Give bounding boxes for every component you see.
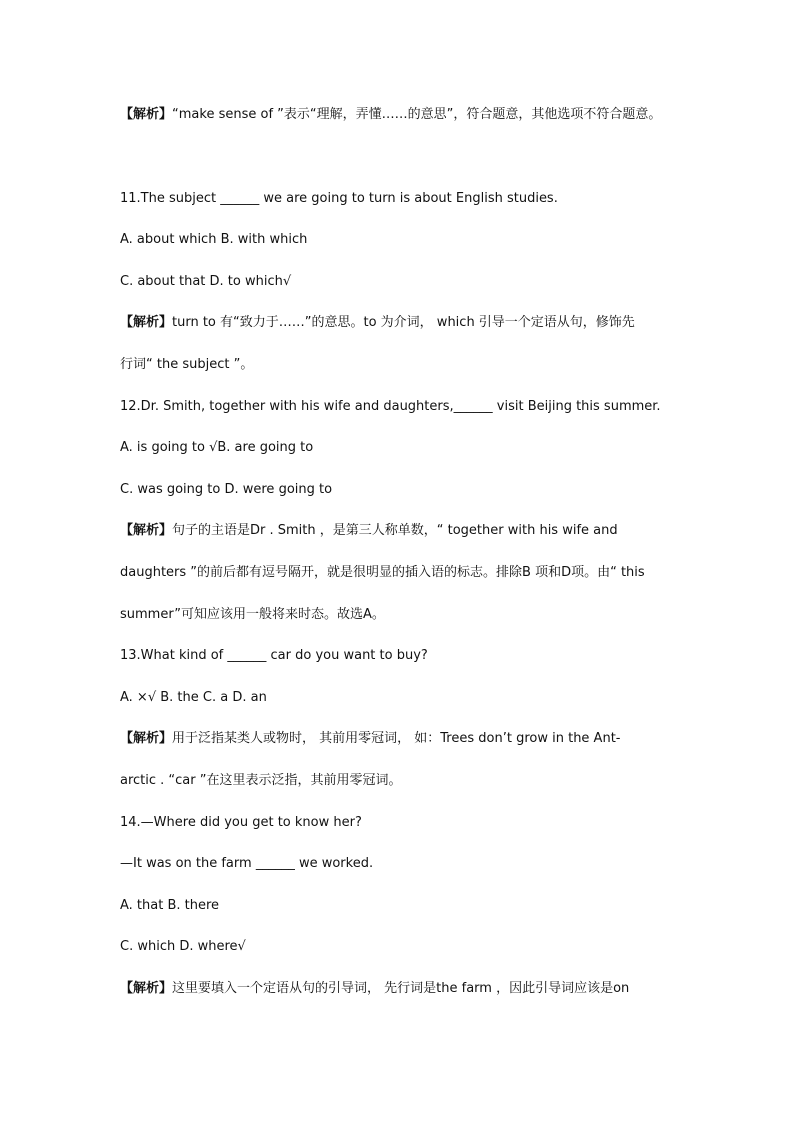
analysis-paragraph-q10	[120, 106, 661, 124]
question-12-stem: 12.Dr. Smith, together with his wife and daughters,______ visit Beijing this summer.	[120, 399, 661, 414]
analysis-text-continued: daughters ”的前后都有逗号隔开，就是很明显的插入语的标志。排除B 项和D项。由“ this	[120, 565, 645, 580]
question-14-stem: 14.—Where did you get to know her?	[120, 815, 362, 830]
question-11-options-ab: A. about which B. with which	[120, 232, 308, 247]
question-11-options-cd: C. about that D. to which√	[120, 274, 292, 289]
analysis-paragraph-q12	[120, 522, 618, 540]
analysis-text: turn to 有“致力于……”的意思。to 为介词， which 引导一个定语从句，修饰先	[172, 315, 635, 330]
analysis-text: 这里要填入一个定语从句的引导词， 先行词是the farm ，因此引导词应该是on	[172, 981, 630, 996]
analysis-text-continued: arctic . “car ”在这里表示泛指，其前用零冠词。	[120, 773, 402, 788]
analysis-paragraph-q14	[120, 980, 629, 998]
analysis-tag: 【解析】	[120, 731, 173, 746]
question-14-options-ab: A. that B. there	[120, 898, 220, 913]
analysis-text: 句子的主语是Dr . Smith ，是第三人称单数，“ together with his wife and	[172, 523, 618, 538]
question-12-options-ab: A. is going to √B. are going to	[120, 440, 314, 455]
analysis-text-continued: 行词“ the subject ”。	[120, 357, 254, 372]
question-13-options: A. ×√ B. the C. a D. an	[120, 690, 267, 705]
question-11-stem: 11.The subject ______ we are going to turn is about English studies.	[120, 191, 558, 206]
question-14-options-cd: C. which D. where√	[120, 939, 246, 954]
analysis-tag: 【解析】	[120, 523, 173, 538]
analysis-text: “make sense of ”表示“理解，弄懂……的意思”，符合题意，其他选项不符合题意。	[172, 107, 662, 122]
question-14-response: —It was on the farm ______ we worked.	[120, 856, 374, 871]
question-12-options-cd: C. was going to D. were going to	[120, 482, 333, 497]
analysis-tag: 【解析】	[120, 981, 173, 996]
analysis-paragraph-q13	[120, 730, 620, 748]
analysis-tag: 【解析】	[120, 315, 173, 330]
analysis-paragraph-q11	[120, 314, 635, 332]
analysis-text-continued: summer”可知应该用一般将来时态。故选A。	[120, 607, 385, 622]
analysis-tag: 【解析】	[120, 107, 173, 122]
question-13-stem: 13.What kind of ______ car do you want to buy?	[120, 648, 428, 663]
analysis-text: 用于泛指某类人或物时， 其前用零冠词， 如：Trees don’t grow in the Ant-	[172, 731, 621, 746]
